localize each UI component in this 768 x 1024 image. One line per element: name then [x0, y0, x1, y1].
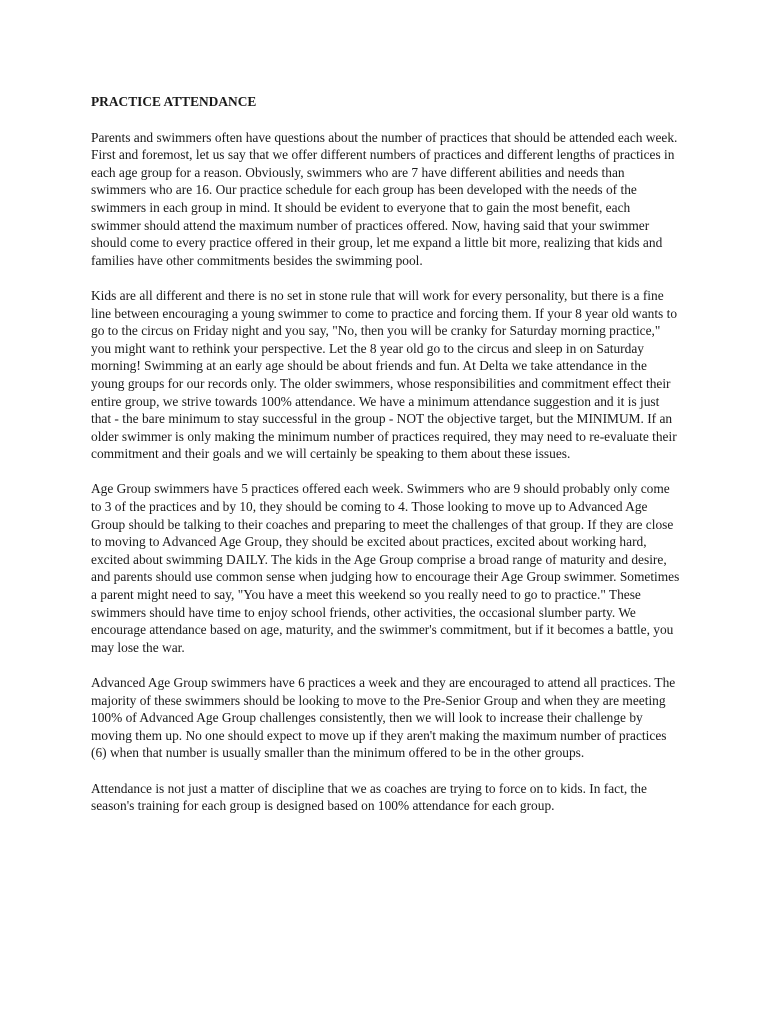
- paragraph-3: Age Group swimmers have 5 practices offered each week. Swimmers who are 9 should probably only come to 3 of the practices and by 10, they should be coming to 4. Those looking to move up to Advanced Age Group should be talking to their coaches and preparing to meet the challenges of that group. If they are close to moving to Advanced Age Group, they should be excited about practices, excited about working hard, excited about swimming DAILY. The kids in the Age Group comprise a broad range of maturity and desire, and parents should use common sense when judging how to encourage their Age Group swimmer. Sometimes a parent might need to say, "You have a meet this weekend so you really need to go to practice." These swimmers should have time to enjoy school friends, other activities, the occasional slumber party. We encourage attendance based on age, maturity, and the swimmer's commitment, but if it becomes a battle, you may lose the war.: [91, 481, 680, 655]
- paragraph-1: Parents and swimmers often have questions about the number of practices that should be attended each week. First and foremost, let us say that we offer different numbers of practices and different lengths of practices in each age group for a reason. Obviously, swimmers who are 7 have different abilities and needs than swimmers who are 16. Our practice schedule for each group has been developed with the needs of the swimmers in each group in mind. It should be evident to everyone that to gain the most benefit, each swimmer should attend the maximum number of practices offered. Now, having said that your swimmer should come to every practice offered in their group, let me expand a little bit more, realizing that kids and families have other commitments besides the swimming pool.: [91, 129, 678, 268]
- document-page: [91, 93, 681, 832]
- paragraph-2: Kids are all different and there is no set in stone rule that will work for every personality, but there is a fine line between encouraging a young swimmer to come to practice and forcing them. If your 8 year old wants to go to the circus on Friday night and you say, "No, then you will be cranky for Saturday morning practice," you might want to rethink your perspective. Let the 8 year old go to the circus and sleep in on Saturday morning! Swimming at an early age should be about friends and fun. At Delta we take attendance in the young groups for our records only. The older swimmers, whose responsibilities and commitment effect their entire group, we strive towards 100% attendance. We have a minimum attendance suggestion and it is just that - the bare minimum to stay successful in the group - NOT the objective target, but the MINIMUM. If an older swimmer is only making the minimum number of practices required, they may need to re-evaluate their commitment and their goals and we will certainly be speaking to them about these issues.: [91, 287, 678, 462]
- paragraph-4: Advanced Age Group swimmers have 6 practices a week and they are encouraged to attend all practices. The majority of these swimmers should be looking to move to the Pre-Senior Group and when they are meeting 100% of Advanced Age Group challenges consistently, then we will look to increase their challenge by moving them up. No one should expect to move up if they aren't making the maximum number of practices (6) when that number is usually smaller than the minimum offered to be in the other groups.: [91, 675, 676, 761]
- paragraph-5: Attendance is not just a matter of discipline that we as coaches are trying to force on to kids. In fact, the season's training for each group is designed based on 100% attendance for each group.: [91, 780, 647, 814]
- page-title: PRACTICE ATTENDANCE: [91, 94, 257, 109]
